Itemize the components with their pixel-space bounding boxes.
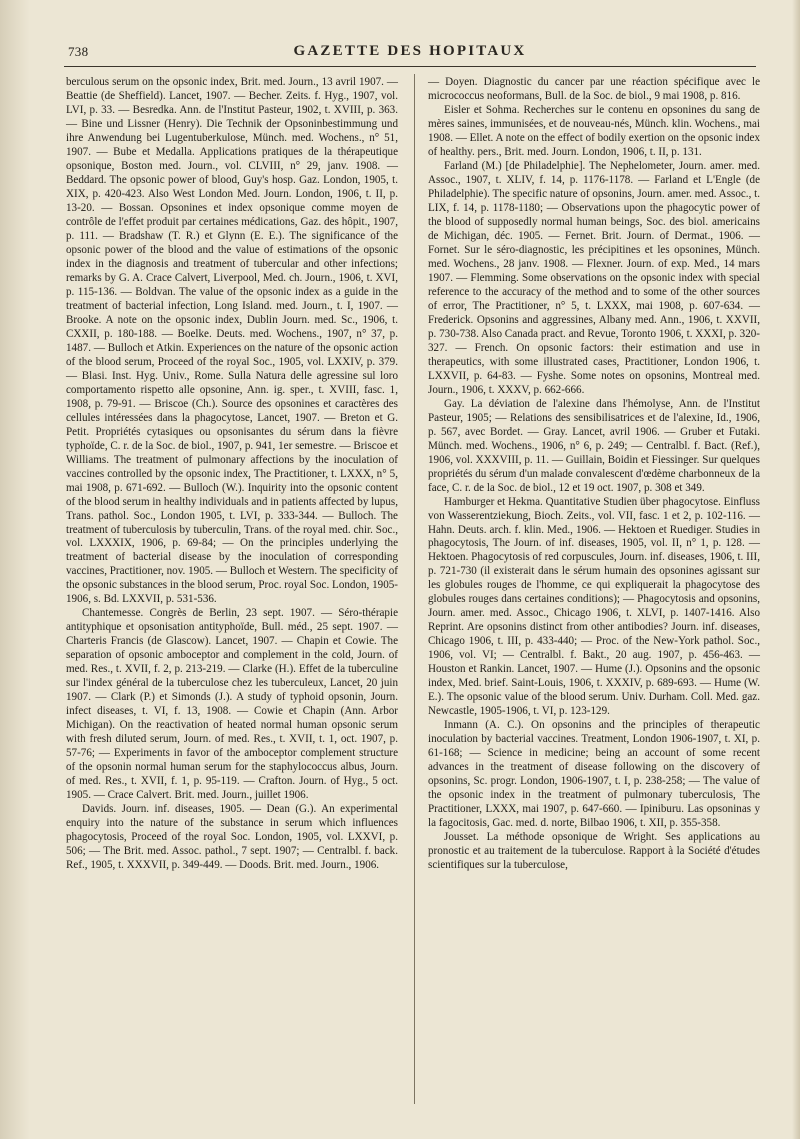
right-paragraph-f: Farland (M.) [de Philadelphie]. The Nephelometer, Journ. amer. med. Assoc., 1907, t. XLIV, f. 14, p. 1176-1178. — Farland et L'Engle (de Philadelphie). The specific nature of opsonins, Journ. amer. med. Assoc., t. LIX, f. 14, p. 1178-1180; — Observations upon the phagocytic power of the blood of supposedly normal human beings, Soc. des biol. americains de Michigan, déc. 1905. — Fernet. Brit. Journ. of Dermat., 1906. — Fornet. Sur le séro-diagnostic, les précipitines et les opsonines, Münch. med. Wochens., 28 janv. 1908. — Flexner. Journ. of exp. Med., 14 mars 1907. — Flemming. Some observations on the opsonic index with special reference to the accuracy of the method and to some of the other sources of error, The Practitioner, n° 5, t. LXXX, mai 1908, p. 607-634. — Frederick. Opsonins and aggressines, Albany med. Ann., 1906, t. XXVII, p. 730-738. Also Canada pract. and Revue, Toronto 1906, t. XXXI, p. 320-327. — French. On opsonic factors: their estimation and use in therapeutics, with some illustrated cases, Practitioner, London 1906, t. LXXVII, p. 64-83. — Fyshe. Some notes on opsonins, Montreal med. Journ., 1906, t. XXXV, p. 662-666.: [428, 159, 760, 396]
header-rule: [64, 66, 756, 67]
page-edge: [792, 0, 800, 1139]
left-paragraph-d: Davids. Journ. inf. diseases, 1905. — Dean (G.). An experimental enquiry into the nature of the substance in serum which influences phagocytosis, Proceed of the royal Soc. London, 1905, vol. LXXVI, p. 506; — The Brit. med. Assoc. pathol., 7 sept. 1907; — Centralbl. f. back. Ref., 1905, t. XXXVII, p. 349-449. — Doods. Brit. med. Journ., 1906.: [66, 803, 398, 872]
right-column: [428, 76, 760, 873]
right-paragraph-i: Inmann (A. C.). On opsonins and the principles of therapeutic inoculation by bacterial vaccines. Treatment, London 1906-1907, t. XI, p. 61-168; — Science in medicine; being an account of some recent advances in the treatment of disease following on the discovery of opsonins, Sc. progr. London, 1906-1907, t. I, p. 238-258; — The value of the opsonic index in the treatment of pulmonary tuberculosis, The Practitioner, LXXX, mai 1907, p. 647-660. — Ipiniburu. Las opsoninas y la fagocitosis, Gac. med. d. norte, Bilbao 1906, t. XII, p. 355-358.: [428, 719, 760, 830]
journal-title: GAZETTE DES HOPITAUX: [293, 43, 527, 59]
left-paragraph-c: Chantemesse. Congrès de Berlin, 23 sept. 1907. — Séro-thérapie antityphique et opsonisation antityphoïde, Bull. méd., 25 sept. 1907. — Charteris Francis (de Glascow). Lancet, 1907. — Chapin et Cowie. The separation of opsonic amboceptor and complement in the cold, Journ. of med. Res., t. XVII, f. 2, p. 213-219. — Clarke (H.). Effet de la tuberculine sur l'index général de la tuberculose chez les tuberculeux, Lancet, 20 juin 1907. — Clark (P.) et Simonds (J.). A study of typhoid opsonin, Journ. infect diseases, t. VI, f. 13, 1908. — Cowie et Chapin (Ann. Arbor Michigan). On the reactivation of heated normal human opsonic serum with fresh diluted serum, Journ. of med. Res., t. XVII, t. 1, oct. 1907, p. 57-76; — Experiments in favor of the amboceptor complement structure of the opsonin normal human serum for the staphylococcus albus, Journ. of med. Res., t. XVII, f. 1, p. 95-119. — Crafton. Journ. of Hyg., 5 oct. 1905. — Crace Calvert. Brit. med. Journ., juillet 1906.: [66, 607, 398, 802]
right-paragraph-h: Hamburger et Hekma. Quantitative Studien über phagocytose. Einfluss von Wasserentziekung, Bioch. Zeits., vol. VII, fasc. 1 et 2, p. 102-116. — Hahn. Deuts. arch. f. klin. Med., 1906. — Hektoen et Ruediger. Studies in phagocytosis, The Journ. of inf. diseases, 1905, vol. II, n° 1, p. 128. — Hektoen. Phagocytosis of red corpuscules, Journ. inf. diseases, 1906, t. III, p. 721-730 (il existerait dans le sérum humain des opsonines agissant sur les globules rouges de l'homme, ce qui expliquerait la phagocytose des globules rouges dans certaines conditions); — Phagocytosis and opsonins, Journ. amer. med. Assoc., Chicago 1906, t. XLVI, p. 1407-1416. Also Reprint. Are opsonins distinct from other antibodies? Journ. inf. diseases, Chicago 1906, t. III, p. 433-440; — Proc. of the New-York pathol. Soc., 1906, vol. VI; — Centralbl. f. Bakt., 20 aug. 1907, p. 456-463. — Houston et Rankin. Lancet, 1907. — Hume (J.). Opsonins and the opsonic index, Med. brief. Saint-Louis, 1906, t. XXXIV, p. 689-693. — Hume (W. E.). The opsonic value of the blood serum. Univ. Durham. Coll. Med. gaz. Newcastle, 1905-1906, t. VI, p. 123-129.: [428, 495, 760, 718]
right-paragraph-j: Jousset. La méthode opsonique de Wright. Ses applications au pronostic et au traitement de la tuberculose. Rapport à la Société d'études scientifiques sur la tuberculose,: [428, 831, 760, 872]
right-paragraph-e: Eisler et Sohma. Recherches sur le contenu en opsonines du sang de mères saines, immunisées, et de nouveau-nés, Münch. klin. Wochens., mai 1908. — Ellet. A note on the effect of bodily exertion on the opsonic index of healthy. pers., Brit. med. Journ. London, 1906, t. II, p. 131.: [428, 103, 760, 158]
page-header: [60, 40, 760, 62]
left-column: [66, 76, 398, 873]
right-paragraph-d-cont: — Doyen. Diagnostic du cancer par une réaction spécifique avec le micrococcus neoformans, Bull. de la Soc. de biol., 9 mai 1908, p. 816.: [428, 76, 760, 102]
book-spine-shadow: [0, 0, 30, 1139]
right-paragraph-g: Gay. La déviation de l'alexine dans l'hémolyse, Ann. de l'Institut Pasteur, 1905; — Relations des sensibilisatrices et de l'alexine, Id., 1906, p. 567, avec Bordet. — Gray. Lancet, avril 1906. — Gruber et Futaki. Münch. med. Wochens., 1906, n° 6, p. 249; — Centralbl. f. Bact. (Ref.), 1906, vol. XXXVIII, p. 11. — Guillain, Boidin et Fiessinger. Sur quelques propriétés du sérum d'un malade convalescent d'œdème charbonneux de la face, C. r. de la Soc. de biol., 12 et 19 oct. 1907, p. 308 et 349.: [428, 397, 760, 494]
left-paragraph-b: berculous serum on the opsonic index, Brit. med. Journ., 13 avril 1907. — Beattie (de Sheffield). Lancet, 1907. — Becher. Zeits. f. Hyg., 1907, vol. LVI, p. 33. — Besredka. Ann. de l'Institut Pasteur, 1902, t. XVIII, p. 363. — Bine und Lissner (Henry). Die Technik der Opsoninbestimmung und ihre Anwendung bei Lugentuberkulose, Münch. med. Wochens., n° 51, 1907. — Bube et Medalla. Applications pratiques de la thérapeutique opsonique, Boston med. Journ., vol. CLVIII, n° 29, janv. 1908. — Beddard. The opsonic power of blood, Guy's hosp. Gaz. London, 1905, t. XIX, p. 420-423. Also West London Med. Journ. London, 1906, t. II, p. 13-20. — Bossan. Opsonines et index opsonique comme moyen de contrôle de l'effet produit par certaines médications, Gaz. des hôpit., 1907, p. 111. — Bradshaw (T. R.) et Glynn (E. E.). The significance of the opsonic power of the blood and the value of estimations of the opsonic index in the diagnosis and treatment of tubercular and other infections; remarks by G. A. Crace Calvert, Liverpool, Med. ch. Journ., 1906, t. XVI, p. 115-136. — Boldvan. The value of the opsonic index as a guide in the treatment of bacterial infection, Long Island. med. Journ., t. I, 1907. — Brooke. A note on the opsonic index, Dublin Journ. med. Sc., 1906, t. CXXII, p. 180-188. — Boelke. Deuts. med. Wochens., 1907, n° 37, p. 1487. — Bulloch et Atkin. Experiences on the nature of the opsonic action of the blood serum, Proceed of the royal Soc., 1905, vol. LXXIV, p. 379. — Blasi. Inst. Hyg. Univ., Rome. Sulla Natura delle agressine sul loro comportamento rispetto alle opsonine, Ann. ig. sper., t. XVIII, fasc. 1, 1908, p. 79-91. — Briscoe (Ch.). Source des opsonines et caractères des cellules intéressées dans la phagocytose, Lancet, 1907. — Breton et G. Petit. Propriétés cytasiques ou opsonisantes du sérum dans la fièvre typhoïde, C. r. de la Soc. de biol., 1907, p. 941, 1er semestre. — Briscoe et Williams. The treatment of pulmonary affections by the inoculation of vaccines controlled by the opsonic index, The Practitioner, t. LXXX, n° 5, mai 1908, p. 671-692. — Bulloch (W.). Inquirity into the opsonic content of the blood serum in healthy individuals and in patients affected by lupus, Trans. pathol. Soc., London 1905, t. LVI, p. 333-344. — Bulloch. The treatment of tuberculosis by tuberculin, Trans. of the royal med. chir. Soc., vol. LXXXIX, 1906, p. 69-84; — On the principles underlying the treatment of bacterial disease by the inoculation of corresponding vaccines, Practitioner, nov. 1905. — Bulloch et Western. The specificity of the opsonic substances in the blood serum, Proc. royal Soc. London, 1905-1906, s. Bd. LXXVII, p. 531-536.: [66, 76, 398, 606]
column-divider: [414, 74, 415, 1104]
page-number: 738: [68, 44, 89, 59]
